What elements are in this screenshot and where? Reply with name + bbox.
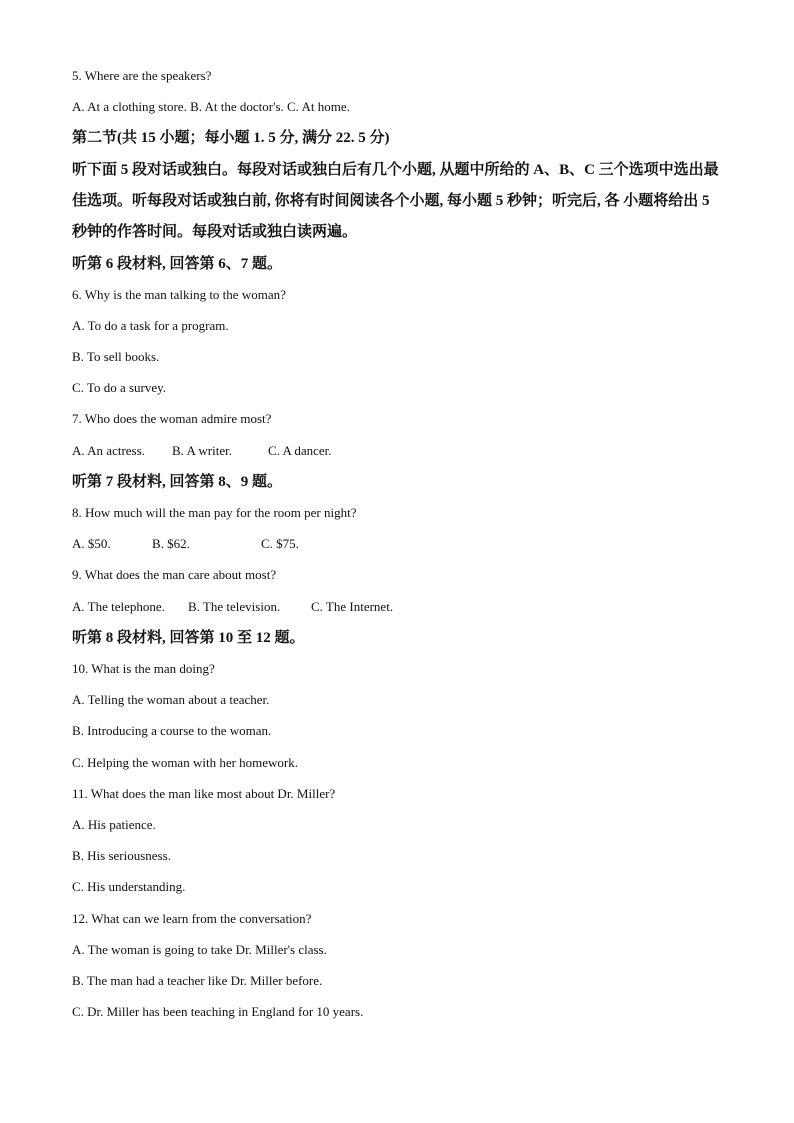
question-9-option-c: C. The Internet. <box>311 599 394 614</box>
question-10: 10. What is the man doing? <box>72 661 215 676</box>
question-11-option-a: A. His patience. <box>72 817 156 832</box>
question-7-option-c: C. A dancer. <box>268 443 332 458</box>
question-12-option-c: C. Dr. Miller has been teaching in England for 10 years. <box>72 1004 364 1019</box>
question-9-option-b: B. The television. <box>188 599 281 614</box>
question-10-option-b: B. Introducing a course to the woman. <box>72 723 272 738</box>
question-12-option-b: B. The man had a teacher like Dr. Miller before. <box>72 973 323 988</box>
question-11-option-c: C. His understanding. <box>72 879 186 894</box>
question-6-option-c: C. To do a survey. <box>72 380 167 395</box>
question-5: 5. Where are the speakers? <box>72 68 212 83</box>
question-11-option-b: B. His seriousness. <box>72 848 171 863</box>
question-7-options <box>72 442 332 460</box>
question-6-option-b: B. To sell books. <box>72 349 160 364</box>
question-7-option-b: B. A writer. <box>172 443 232 458</box>
question-9: 9. What does the man care about most? <box>72 567 277 582</box>
question-8-options <box>72 535 299 553</box>
question-6-option-a: A. To do a task for a program. <box>72 318 229 333</box>
question-8-option-b: B. $62. <box>152 536 190 551</box>
question-8: 8. How much will the man pay for the room per night? <box>72 505 357 520</box>
question-12-option-a: A. The woman is going to take Dr. Miller's class. <box>72 942 327 957</box>
section-2-instructions: 听下面 5 段对话或独白。每段对话或独白后有几个小题, 从题中所给的 A、B、C 三个选项中选出最佳选项。听每段对话或独白前, 你将有时间阅读各个小题, 每小题 5 秒钟；听完后, 各 小题将给出 5 秒钟的作答时间。每段对话或独白读两遍。 <box>72 162 719 240</box>
question-12: 12. What can we learn from the conversation? <box>72 911 312 926</box>
question-10-option-c: C. Helping the woman with her homework. <box>72 755 299 770</box>
question-8-option-a: A. $50. <box>72 536 111 551</box>
question-5-options: A. At a clothing store. B. At the doctor's. C. At home. <box>72 99 350 114</box>
passage-6-heading: 听第 6 段材料, 回答第 6、7 题。 <box>72 256 283 272</box>
question-7-option-a: A. An actress. <box>72 443 145 458</box>
question-10-option-a: A. Telling the woman about a teacher. <box>72 692 270 707</box>
question-11: 11. What does the man like most about Dr. Miller? <box>72 786 336 801</box>
question-7: 7. Who does the woman admire most? <box>72 411 272 426</box>
question-9-options <box>72 598 393 616</box>
passage-7-heading: 听第 7 段材料, 回答第 8、9 题。 <box>72 474 283 490</box>
question-9-option-a: A. The telephone. <box>72 599 165 614</box>
passage-8-heading: 听第 8 段材料, 回答第 10 至 12 题。 <box>72 630 305 646</box>
question-6: 6. Why is the man talking to the woman? <box>72 287 286 302</box>
section-2-title: 第二节(共 15 小题；每小题 1. 5 分, 满分 22. 5 分) <box>72 130 390 146</box>
question-8-option-c: C. $75. <box>261 536 299 551</box>
